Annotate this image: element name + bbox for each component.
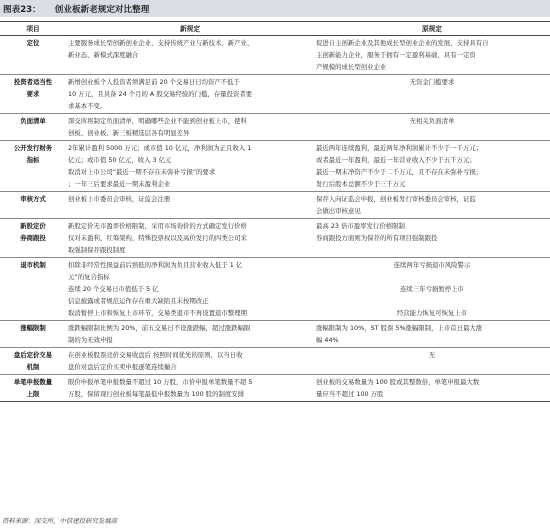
row-item-label [0,114,66,141]
old-rule-cell [314,75,550,114]
table-row [0,375,550,402]
old-rule-line: 无相关负面清单 [409,117,455,125]
item-label-line: 券商跟投 [20,234,46,242]
old-rule-line: 经营能力恢复可恢复上市 [396,309,468,317]
table-row [0,192,550,219]
item-label-line: 要求 [26,90,40,98]
new-rule-line: 2年累计盈利 5000 万元；或市值 10 亿元，净利润为正且收入 1 [68,144,252,152]
new-rule-cell [66,219,314,258]
old-rule-line: 幅 44% [316,336,339,344]
table-row [0,321,550,348]
old-rule-line: 无 [428,351,436,359]
table-row [0,36,550,75]
table-row [0,258,550,321]
figure-title-bar [0,0,550,17]
new-rule-line: 取强制保荐跟投制度 [68,246,126,254]
old-rule-line: 涨幅限制为 10%，ST 股票 5%涨幅限制，上市首日最大涨 [316,324,483,332]
old-rule-line: 连续三年亏损暂停上市 [400,285,464,293]
table-row [0,75,550,114]
item-label-line: 退市机制 [20,261,46,269]
row-item-label [0,141,66,192]
old-rule-cell [314,141,550,192]
old-rule-line: 最近一期末净资产不少于二千万元，且不存在未弥补亏损； [316,168,483,176]
new-rule-line: 限价申报单笔申报数量不超过 10 万股，市价申报单笔数量不超 5 [68,378,253,386]
new-rule-line: 元”的复合指标 [68,273,110,281]
new-rule-line: 求基本不变。 [68,102,107,110]
table-header-row [0,22,550,36]
table-row [0,141,550,192]
item-label-line: 新股定价 [20,222,46,230]
table-row [0,348,550,375]
old-rule-cell [314,348,550,375]
old-rule-line: 最近两年连续盈利，最近两年净利润累计不少于一千万元； [316,144,483,152]
new-rule-line: 扣除非经常性损益前后熟低的净利润为负且营业收入低于 1 亿 [68,261,243,269]
item-label-line: 涨幅限制 [20,324,46,332]
new-rule-cell [66,375,314,402]
header-old-rules: 原规定 [314,22,550,36]
item-label-line: 指标 [26,156,40,164]
table-row [0,114,550,141]
old-rule-line [316,271,548,283]
new-rule-line: 信息披露或者规范运作存在重大缺陷且未按期改正 [68,297,209,305]
old-rule-cell [314,321,550,348]
new-rule-line: 连续 20 个交易日市值低于 5 亿 [68,285,159,293]
old-rule-line: 创业板的交易数量为 100 股或其整数倍，单笔申报最大数 [316,378,480,386]
new-rule-line: 取消对上市公司“最近一期不存在未弥补亏损”的要求 [68,168,216,176]
new-rule-line: 制的为无效申报 [68,336,113,344]
old-rule-cell [314,258,550,321]
old-rule-cell [314,375,550,402]
new-rule-line: 主要服务成长型创新创业企业，支持传统产业与新技术、新产业、 [68,39,254,47]
comparison-table [0,21,550,402]
old-rule-cell [314,36,550,75]
old-rule-line: 发行后股本总额不少于三千万元 [316,180,406,188]
row-item-label [0,36,66,75]
new-rule-line: 万股，保留现行创业板每笔最低申报数量为 100 股的制度安排 [68,390,245,398]
item-label-line: 盘后定价交易 [13,351,53,359]
old-rule-line: 或者最近一年盈利，最近一年营业收入不少于五千万元； [316,156,476,164]
new-rule-cell [66,75,314,114]
new-rule-line: 10 万元，且具备 24 个月的 A 股交易经验的门槛，存量投资者要 [68,90,253,98]
new-rule-line: 在创业板股票竞价交易收盘后 按照时间优先的原则，以当日收 [68,351,243,359]
old-rule-line [316,295,548,307]
row-item-label [0,321,66,348]
new-rule-cell [66,258,314,321]
new-rule-cell [66,141,314,192]
item-label-line: 负面清单 [20,117,46,125]
old-rule-cell [314,114,550,141]
new-rule-line: 新业态、新模式深度融合 [68,51,139,59]
new-rule-cell [66,114,314,141]
item-label-line: 机制 [26,363,40,371]
source-note: 资料来源：深交所，中信建投研究发展部 [2,517,118,525]
new-rule-line: 创业板上市委员会审核，证监会注册 [68,195,171,203]
old-rule-line: 最高 23 倍市盈率发行价格限制 [316,222,405,230]
table-row [0,219,550,258]
old-rule-line: 保荐人向证监会申报，创业板发行审核委员会审核，证监 [316,195,476,203]
item-label-line: 投资者适当性 [13,78,53,86]
item-label-line: 定位 [26,39,40,47]
new-rule-line: 创板、创业板、新三板精选层各有明显差异 [68,129,190,137]
new-rule-line: 盘价对盘后定价买卖申报逐笔连续撮合 [68,363,177,371]
old-rule-line: 产规模的成长型创业企业 [316,63,387,71]
new-rule-cell [66,321,314,348]
item-label-line: 单笔申报数量 [13,378,53,386]
new-rule-line: 亿元；或市值 50 亿元，收入 3 亿元 [68,156,172,164]
item-label-line: 审核方式 [20,195,46,203]
table-body [0,36,550,402]
item-label-line: 上限 [26,390,40,398]
header-new-rules: 新规定 [66,22,314,36]
item-label-line: 公开发行财务 [13,144,53,152]
new-rule-line: 涨跌幅限制比例为 20%，前五交易日不设涨跌幅，超过涨跌幅限 [68,324,251,332]
old-rule-line: 券商跟投方面则为保荐的所有项目强制跟投 [316,234,438,242]
row-item-label [0,375,66,402]
new-rule-line: 新增创业板个人投资者须满足前 20 个交易日日均资产不低于 [68,78,240,86]
row-item-label [0,192,66,219]
header-item: 项目 [0,22,66,36]
old-rule-line: 量应当不超过 100 万股 [316,390,384,398]
old-rule-cell [314,219,550,258]
old-rule-line: 无资金门槛要求 [409,78,455,86]
old-rule-line: 主创新能力企业，服务于拥有一定盈利基础，具有一定资 [316,51,476,59]
row-item-label [0,258,66,321]
new-rule-line: 仅对未盈利，红筹架构，特殊投票权以及高价发行的四类公司采 [68,234,247,242]
new-rule-line: 取消暂停上市和恢复上市环节，交易类退市不再设置退市整理期 [68,309,247,317]
new-rule-line: 新股定价无市盈率价格限制，采用市场询价的方式确定发行价格 [68,222,247,230]
new-rule-cell [66,348,314,375]
new-rule-line: 深交所将制定负面清单，明确哪些企业不能到创业板上市，使科 [68,117,247,125]
new-rule-line: ；一年三后要求最近一期未盈利企业 [68,180,171,188]
figure-title: 创业板新老规定对比整理 [54,4,150,15]
row-item-label [0,219,66,258]
new-rule-cell [66,36,314,75]
old-rule-line: 促进自主创新企业及其他成长型创业企业的发展，支持具有自 [316,39,489,47]
figure-number: 图表23： [3,4,41,15]
old-rule-line: 会做出审核意见 [316,207,361,215]
old-rule-cell [314,192,550,219]
row-item-label [0,75,66,114]
old-rule-line: 连续两年亏损退市风险警示 [393,261,471,269]
row-item-label [0,348,66,375]
new-rule-cell [66,192,314,219]
